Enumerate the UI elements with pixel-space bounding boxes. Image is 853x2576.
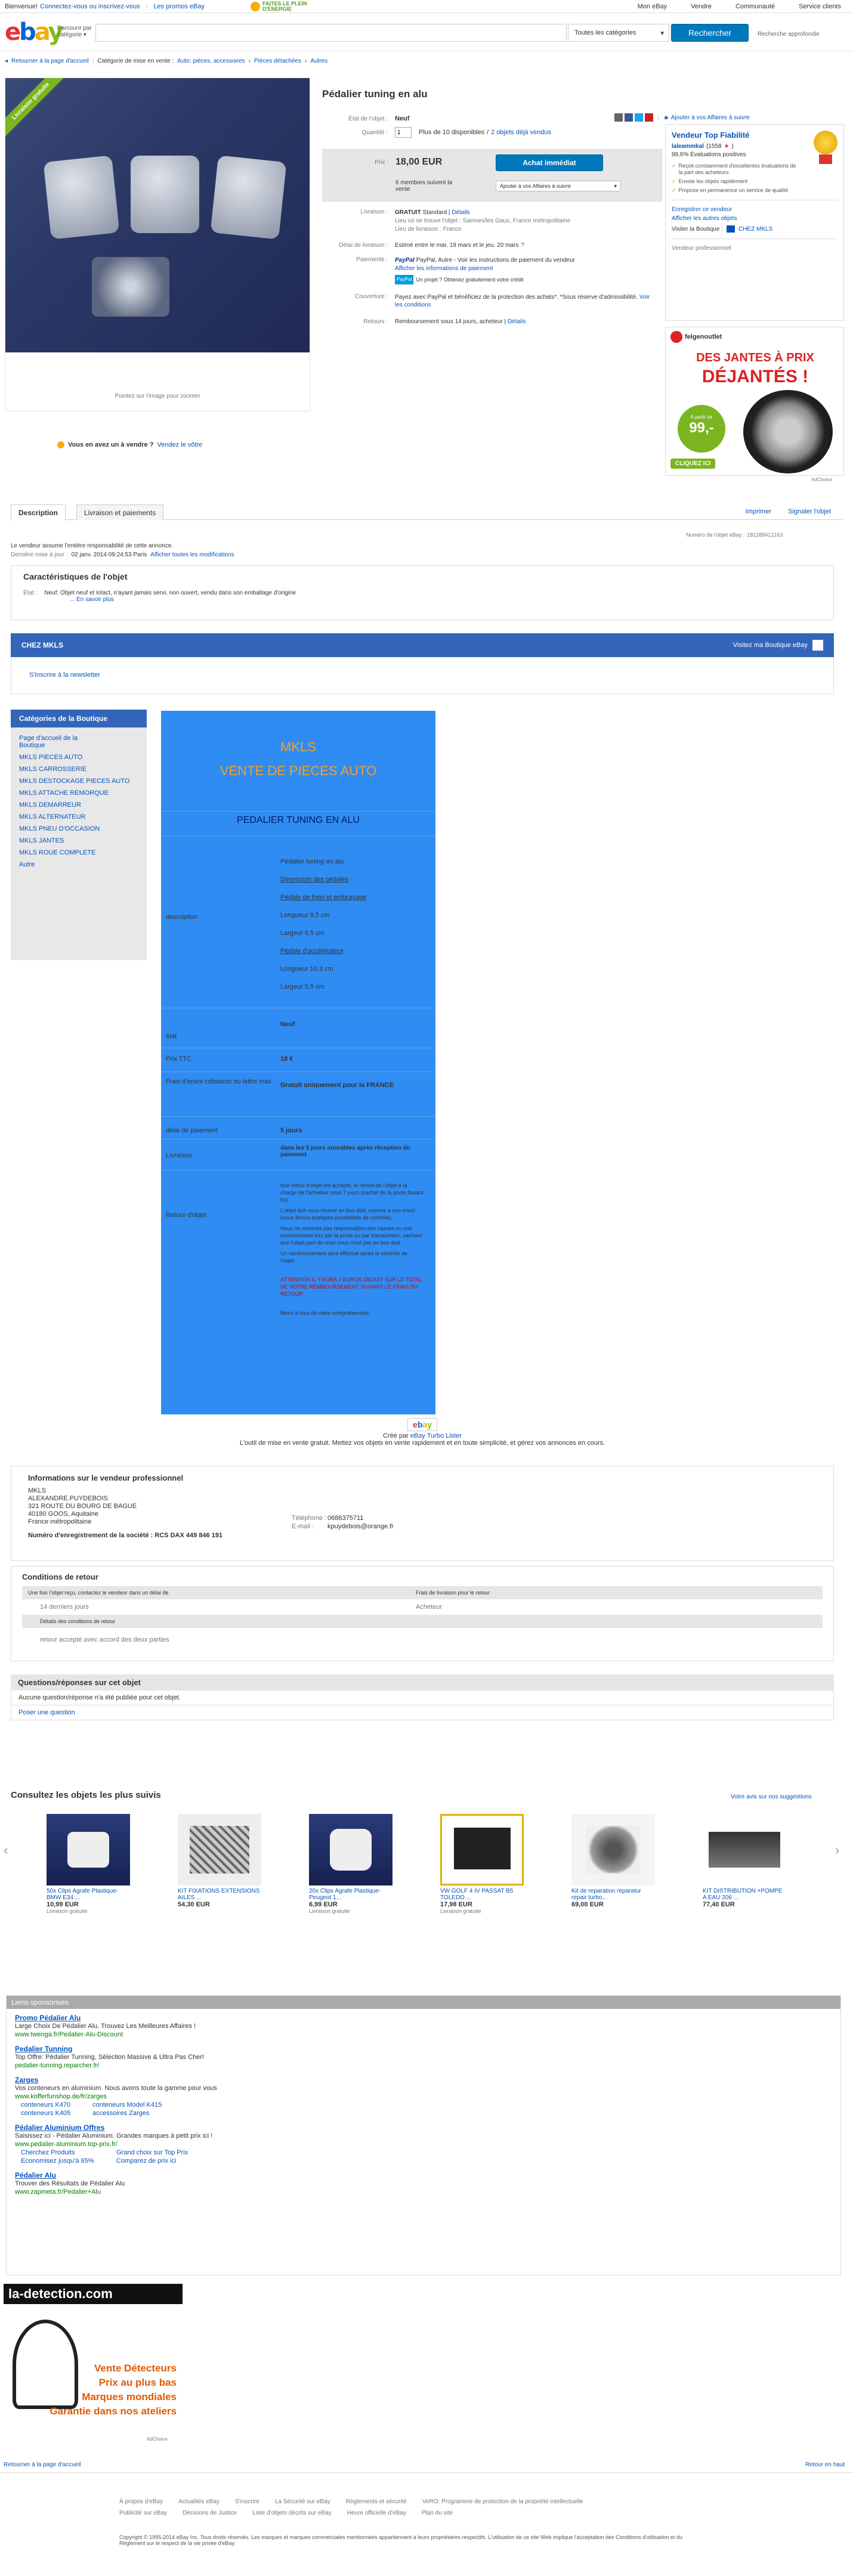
store-category-item[interactable]: Autre <box>19 861 35 868</box>
price-value: 18,00 EUR <box>395 157 443 167</box>
search-button[interactable]: Rechercher <box>671 24 749 42</box>
check-icon: ✓ <box>672 178 676 184</box>
chevron-down-icon: ▾ <box>660 29 664 37</box>
sponsored-links: Liens sponsorisés Promo Pédalier Alu Large Choix De Pédalier Alu. Trouvez Les Meilleures Affaires ! www.twenga.fr/Pedalier-Alu-Discount Pedalier Tunning Top Offre: Pédalier Tunning, Sélection Massive & Ultra Pas Cher! pedalier-tunning.reparcher.fr/ Zarges Vos conteneurs en aluminium. Nous avons toute la gamme pour vous www.kofferfunshop.de/fr/zarges conteneurs K470 conteneurs Model K415 conteneurs K405 accessoires Zarges Pédalier Aluminium Offres Saisissez ici - Pédalier Aluminium. Grandes marques à petit prix ici ! www.pedalier-aluminium.top-prix.fr/ Cherchez Produits Grand choix sur Top Prix Economisez jusqu'à 65% Comparez de prix ici Pédalier Alu Trouver des Résultats de Pédalier Alu www.zapmeta.fr/Pedalier+Alu <box>6 1995 841 2275</box>
store-category-item[interactable]: MKLS CARROSSERIE <box>19 766 87 773</box>
store-icon <box>812 640 823 651</box>
store-category-item[interactable]: MKLS ATTACHE REMORQUE <box>19 789 109 797</box>
star-icon: ★ <box>724 143 730 150</box>
ad-banner-wheels[interactable]: felgenoutlet DES JANTES À PRIX DÉJANTÉS ! À partir de 99,- CLIQUEZ ICI <box>665 327 844 476</box>
returns-details-link[interactable]: Détails <box>507 318 526 325</box>
help-link[interactable]: Service clients <box>799 3 841 10</box>
welcome-text: Bienvenue! <box>5 3 38 10</box>
related-item[interactable]: 20x Clips Agrafe Plastique- Peugeot 1... 6,99 EUR Livraison gratuite <box>309 1814 392 1914</box>
zoom-hint: Pointez sur l'image pour zoomer <box>115 393 200 400</box>
my-ebay-link[interactable]: Mon eBay <box>637 3 667 10</box>
share-icons: | ★ Ajouter à vos Affaires à suivre <box>614 113 750 122</box>
feedback-link[interactable]: Votre avis sur nos suggestions <box>731 1794 812 1800</box>
breadcrumb: ◂ Retourner à la page d'accueil | Catégorie de mise en vente : Auto: pièces, accessoires › Pièces détachées › Autres <box>5 58 328 64</box>
chevron-right-icon[interactable]: › <box>835 1843 840 1857</box>
paypal-logo: PayPal <box>395 257 415 264</box>
return-warning: ATTENTION IL Y AURA 7 EUROS DEDUIT SUR LE TOTAL DE VOTRE REMBOURSEMENT SUIVANT LE FRAIS DU RETOUR <box>280 1277 422 1297</box>
listing-tagline: VENTE DE PIECES AUTO <box>220 763 377 778</box>
pedal-image <box>44 155 120 239</box>
lightbulb-icon <box>57 441 64 448</box>
listing-description: MKLS VENTE DE PIECES AUTO PEDALIER TUNING EN ALU description Pédalier tuning en alu Dimension des pédales Pédale de frein et embrayage Longueur 9,5 cm Largeur 6,5 cm Pédale d'accélérateur Longueur 10,3 cm Largeur 5,5 cm état Neuf Prix TTC 18 € Frais d'envoi colissimo ou lettre max Gratuit uniquement pour la FRANCE délai de paiement 5 jours Livraison dans les 5 jours ouvrables après réception du paiement Retour d'objet tout retour d'objet est accepté, le renvoi de l'objet à la charge de l'acheteur sous 7 jours (cachet de la poste faisant foi). L'objet doit nous revenir en bon état, comme à son envoi (nous ferons quelques possibilités de contrôle). Nous ne sommes pas responsables des casses ou vols occasionnées lors par la poste ou par transporteur, sachant que l'objet part de chez nous n'est pas en bon état. Un remboursement sera effectué après le contrôle de l'objet. ATTENTION IL Y AURA 7 EUROS DEDUIT SUR LE TOTAL DE VOTRE REMBOURSEMENT SUIVANT LE FRAIS DU RETOUR Merci à tous de votre compréhension. <box>161 711 435 1414</box>
sponsored-ad[interactable]: Pédalier Aluminium Offres Saisissez ici - Pédalier Aluminium. Grandes marques à petit prix ici ! www.pedalier-aluminium.top-prix.fr/ Cherchez Produits Grand choix sur Top Prix Economisez jusqu'à 65% Comparez de prix ici <box>15 2123 213 2165</box>
ad-banner-detectors[interactable]: la-detection.com Vente Détecteurs Prix au plus bas Marques mondiales Garantie dans nos ateliers <box>4 2284 183 2433</box>
advanced-search-link[interactable]: Recherche approfondie <box>758 31 820 38</box>
other-items-link[interactable]: Afficher les autres objets <box>672 215 737 222</box>
eye-icon: ★ <box>663 114 669 122</box>
newsletter-link[interactable]: S'inscrire à la newsletter <box>29 671 100 679</box>
questions-section: Questions/réponses sur cet objet Aucune question/réponse n'a été publiée pour cet objet. Poser une question <box>11 1674 834 1720</box>
ad-cta-button[interactable]: CLIQUEZ ICI <box>670 459 715 469</box>
paypal-credit-promo[interactable]: PayPal Un projet ? Obtenez gratuitement votre crédit <box>395 275 651 284</box>
item-number: Numéro de l'objet eBay : 181288412163 <box>686 532 783 538</box>
tab-description[interactable]: Description <box>11 504 66 521</box>
promo-banner[interactable]: FAITES LE PLEIN D'ÉNERGIE <box>251 1 310 12</box>
tab-shipping-payments[interactable]: Livraison et paiements <box>76 504 163 520</box>
shipping-section: Livraison : GRATUIT Standard | Détails Lieu où se trouve l'objet : Sainnes/les Gaux, France métropolitaine Lieu de livraison : France Délai de livraison : Estimé entre le mar. 19 mars et le jeu. 20 mars ? Paiements : PayPal PayPal, Autre - Voir les instructions de paiement du vendeur Afficher les informations de paiement PayPal Un projet ? Obtenez gratuitement votre crédit Couverture : Payez avec PayPal et bénéficiez de la protection des achats*. *Sous réserve d'admissibilité. Voir les conditions Retours : Remboursement sous 14 jours, acheteur | Détails <box>322 209 662 333</box>
browse-category-button[interactable]: Parcourir par catégorie ▾ <box>57 25 92 38</box>
responsibility-text: Le vendeur assume l'entière responsabilité de cette annonce. <box>11 543 174 549</box>
crumb-autres[interactable]: Autres <box>310 58 328 64</box>
main-image[interactable] <box>5 78 310 352</box>
delivery-estimate: Estimé entre le mar. 19 mars et le jeu. 20 mars <box>395 242 519 249</box>
last-updated: Dernière mise à jour : 02 janv. 2014 09:24:53 Paris Afficher toutes les modifications <box>11 552 234 558</box>
price-box: Prix : 18,00 EUR Achat immédiat 6 membres suivent la vente Ajouter à vos Affaires à suivre ▾ <box>322 149 662 202</box>
pro-seller-info: Informations sur le vendeur professionnel MKLS ALEXANDRE.PUYDEBOIS 321 ROUTE DU BOURG DE BAGUE 40180 GOOS, Aquitaine France métropolitaine Téléphone : 0686375711 E-mail : kpuydebois@orange.fr Numéro d'enregistrement de la société : RCS DAX 449 846 191 <box>11 1466 834 1561</box>
quantity-input[interactable] <box>395 127 412 138</box>
store-category-item[interactable]: MKLS PNEU D'OCCASION <box>19 825 100 832</box>
top-rated-medal-icon <box>814 131 839 163</box>
store-category-home[interactable]: Page d'accueil de la Boutique <box>19 735 78 749</box>
ebay-logo[interactable]: ebay <box>5 18 62 46</box>
store-category-item[interactable]: MKLS ROUE COMPLETE <box>19 849 96 856</box>
pedal-image <box>131 156 199 233</box>
bolt-icon <box>251 2 260 11</box>
back-home-link[interactable]: Retourner à la page d'accueil <box>11 58 89 64</box>
promos-link[interactable]: Les promos eBay <box>153 3 205 10</box>
listing-brand: MKLS <box>280 739 316 754</box>
top-rated-title: Vendeur Top Fiabilité <box>672 131 750 140</box>
related-item[interactable]: KIT DISTRIBUTION +POMPE A EAU 206 ... 77,40 EUR <box>703 1814 786 1908</box>
adchoice-label[interactable]: AdChoice <box>147 2436 168 2442</box>
watch-button[interactable]: Ajouter à vos Affaires à suivre ▾ <box>496 181 621 191</box>
store-header <box>11 633 834 657</box>
ebay-logo-small[interactable]: ebay <box>407 1418 437 1431</box>
save-seller-link[interactable]: Enregistrer ce vendeur <box>672 206 733 213</box>
help-icon[interactable]: ? <box>521 242 524 249</box>
watch-link[interactable]: Ajouter à vos Affaires à suivre <box>670 114 750 121</box>
related-carousel <box>47 1814 834 1914</box>
store-icon <box>727 225 735 233</box>
sold-link[interactable]: 2 objets déjà vendus <box>491 129 552 136</box>
chevron-down-icon: ▾ <box>83 32 86 38</box>
paypal-credit-icon: PayPal <box>395 275 413 284</box>
store-categories: Catégories de la Boutique Page d'accueil de la Boutique MKLS PIECES AUTO MKLS CARROSSERIE MKLS DESTOCKAGE PIECES AUTO MKLS ATTACHE REMORQUE MKLS DEMARREUR MKLS ALTERNATEUR MKLS PNEU D'OCCASION MKLS JANTES MKLS ROUE COMPLETE Autre <box>11 710 147 960</box>
pedal-image <box>211 155 287 239</box>
login-link[interactable]: Connectez-vous ou inscrivez-vous <box>40 3 140 10</box>
sponsored-ad[interactable]: Zarges Vos conteneurs en aluminium. Nous avons toute la gamme pour vous www.kofferfunshop.de/fr/zarges conteneurs K470 conteneurs Model K415 conteneurs K405 accessoires Zarges <box>15 2076 217 2117</box>
copyright: Copyright © 1995-2014 eBay Inc. Tous droits réservés. Les marques et marques commerciales mentionnées appartiennent à leurs propriétaires respectifs. L'utilisation de ce site Web implique l'acceptation des Conditions d'utilisation et du Règlement sur le respect de la vie privée d'eBay. <box>119 2534 682 2546</box>
item-details: État de l'objet : Neuf Quantité : 1 Plus de 10 disponibles / 2 objets déjà vendus <box>322 112 662 140</box>
top-bar: Bienvenue! Connectez-vous ou inscrivez-vous | Les promos eBay FAITES LE PLEIN D'ÉNERGIE Mon eBay Vendre Communauté Service clients <box>0 0 853 13</box>
chevron-down-icon: ▾ <box>614 182 617 189</box>
sell-yours-link[interactable]: Vendez le vôtre <box>157 441 203 448</box>
sell-link[interactable]: Vendre <box>691 3 712 10</box>
image-gallery <box>5 78 310 411</box>
ask-question-link[interactable]: Poser une question <box>18 1709 75 1716</box>
revisions-link[interactable]: Afficher toutes les modifications <box>150 552 234 558</box>
store-link[interactable]: CHEZ MKLS <box>738 225 773 233</box>
item-title: Pédalier tuning en alu <box>322 88 428 100</box>
store-category-item[interactable]: MKLS DESTOCKAGE PIECES AUTO <box>19 778 130 785</box>
listing-product-title: PEDALIER TUNING EN ALU <box>161 811 435 826</box>
watchers-text: 6 membres suivent la vente <box>395 179 453 193</box>
felgenoutlet-logo-icon <box>670 331 682 343</box>
item-specifics: Caractéristiques de l'objet État : Neuf: Objet neuf et intact, n'ayant jamais servi, non ouvert, vendu dans son emballage d'origine ... En savoir plus <box>11 565 834 620</box>
screws-image <box>92 257 169 317</box>
header <box>0 13 853 51</box>
buy-now-button[interactable]: Achat immédiat <box>496 154 603 171</box>
chevron-left-icon: ◂ <box>5 58 8 64</box>
sponsored-ad[interactable]: Pédalier Alu Trouver des Résultats de Pédalier Alu www.zapmeta.fr/Pedalier+Alu <box>15 2171 125 2196</box>
footer-back-home[interactable]: Retourner à la page d'accueil <box>4 2462 81 2468</box>
sell-one-prompt: Vous en avez un à vendre ? Vendez le vôtre <box>57 441 202 448</box>
turbo-lister-link[interactable]: eBay Turbo Lister <box>410 1432 462 1439</box>
check-icon: ✓ <box>672 163 676 169</box>
description-tabs <box>11 504 843 520</box>
store-category-item[interactable]: MKLS DEMARREUR <box>19 801 81 809</box>
related-item[interactable]: KIT FIXATIONS EXTENSIONS AILES ... 54,30 EUR <box>178 1814 261 1908</box>
price-badge: À partir de 99,- <box>678 405 725 453</box>
store-category-item[interactable]: MKLS PIECES AUTO <box>19 754 83 761</box>
crumb-pieces[interactable]: Pièces détachées <box>254 58 301 64</box>
related-item[interactable]: 50x Clips Agrafe Plastique- BMW E34 ... 10,99 EUR Livraison gratuite <box>47 1814 130 1914</box>
related-item[interactable]: VW GOLF 4 IV PASSAT B5 TOLEDO ... 17,98 EUR Livraison gratuite <box>440 1814 524 1914</box>
search-input[interactable] <box>95 24 567 42</box>
payment-info-link[interactable]: Afficher les informations de paiement <box>395 265 493 272</box>
category-select[interactable]: Toutes les catégories ▾ <box>568 24 669 42</box>
store-category-item[interactable]: MKLS ALTERNATEUR <box>19 813 86 821</box>
check-icon: ✓ <box>672 187 676 193</box>
return-policy: Conditions de retour Une fois l'objet reçu, contactez le vendeur dans un délai de Frais de livraison pour le retour 14 derniers jours Acheteur Détails des conditions de retour retour accepté avec accord des deux parties <box>11 1566 834 1661</box>
wheel-image <box>743 390 833 473</box>
seller-name-link[interactable]: laleammkal <box>672 143 704 150</box>
coverage-link[interactable]: Voir les conditions <box>395 294 650 308</box>
footer: À propos d'eBay Actualités eBay S'inscrire La Sécurité sur eBay Règlements et sécurité VeRO: Programme de protection de la propriété intellectuelle Publicité sur eBay Décisions de Justice Liste d'objets décrits sur eBay Heure officielle d'eBay Plan du site Copyright © 1995-2014 eBay Inc. Tous droits réservés. Les marques et marques commerciales mentionnées appartiennent à leurs propriétaires respectifs. L'utilisation de ce site Web implique l'acceptation des Conditions d'utilisation et du Règlement sur le respect de la vie privée d'eBay. <box>119 2498 716 2546</box>
condition-value: Neuf <box>395 115 410 122</box>
print-link[interactable]: Imprimer <box>745 508 771 515</box>
related-item[interactable]: Kit de reparation reparatur repair turbo... 69,00 EUR <box>571 1814 655 1908</box>
store-name: CHEZ MKLS <box>21 641 63 649</box>
more-info-link[interactable]: ... En savoir plus <box>70 596 114 603</box>
visit-store-link[interactable]: Visitez ma Boutique eBay <box>733 642 808 649</box>
sponsored-ad[interactable]: Pedalier Tunning Top Offre: Pédalier Tunning, Sélection Massive & Ultra Pas Cher! pedalier-tunning.reparcher.fr/ <box>15 2045 205 2069</box>
back-to-top-link[interactable]: Retour en haut <box>805 2462 845 2468</box>
turbo-lister-promo: ebay Créé par eBay Turbo Lister L'outil de mise en vente gratuit. Mettez vos objets en vente rapidement et en toute simplicité, et gérez vos annonces en cours. <box>11 1418 834 1447</box>
adchoice-label[interactable]: AdChoice <box>811 477 832 482</box>
related-title: Consultez les objets les plus suivis <box>11 1790 161 1800</box>
sponsored-ad[interactable]: Promo Pédalier Alu Large Choix De Pédalier Alu. Trouvez Les Meilleures Affaires ! www.twenga.fr/Pedalier-Alu-Discount <box>15 2014 196 2038</box>
report-item-link[interactable]: Signaler l'objet <box>788 508 831 515</box>
store-category-item[interactable]: MKLS JANTES <box>19 837 64 844</box>
seller-box: Vendeur Top Fiabilité laleammkal (1558 ★ ) 99,6% Évaluations positives ✓ Reçoit constamment d'excellentes évaluations de la part des acheteurs ✓ Envoie les objets rapidement ✓ Propose en permanence un service de qualité Enregistrer ce vendeur Afficher les autres objets Visiter la Boutique : CHEZ MKLS Vendeur professionnel <box>665 124 844 321</box>
free-shipping-badge: Livraison gratuite <box>5 78 67 138</box>
crumb-auto[interactable]: Auto: pièces, accessoires <box>177 58 245 64</box>
chevron-left-icon[interactable]: ‹ <box>4 1843 8 1857</box>
shipping-details-link[interactable]: Détails <box>452 209 470 216</box>
community-link[interactable]: Communauté <box>735 3 775 10</box>
